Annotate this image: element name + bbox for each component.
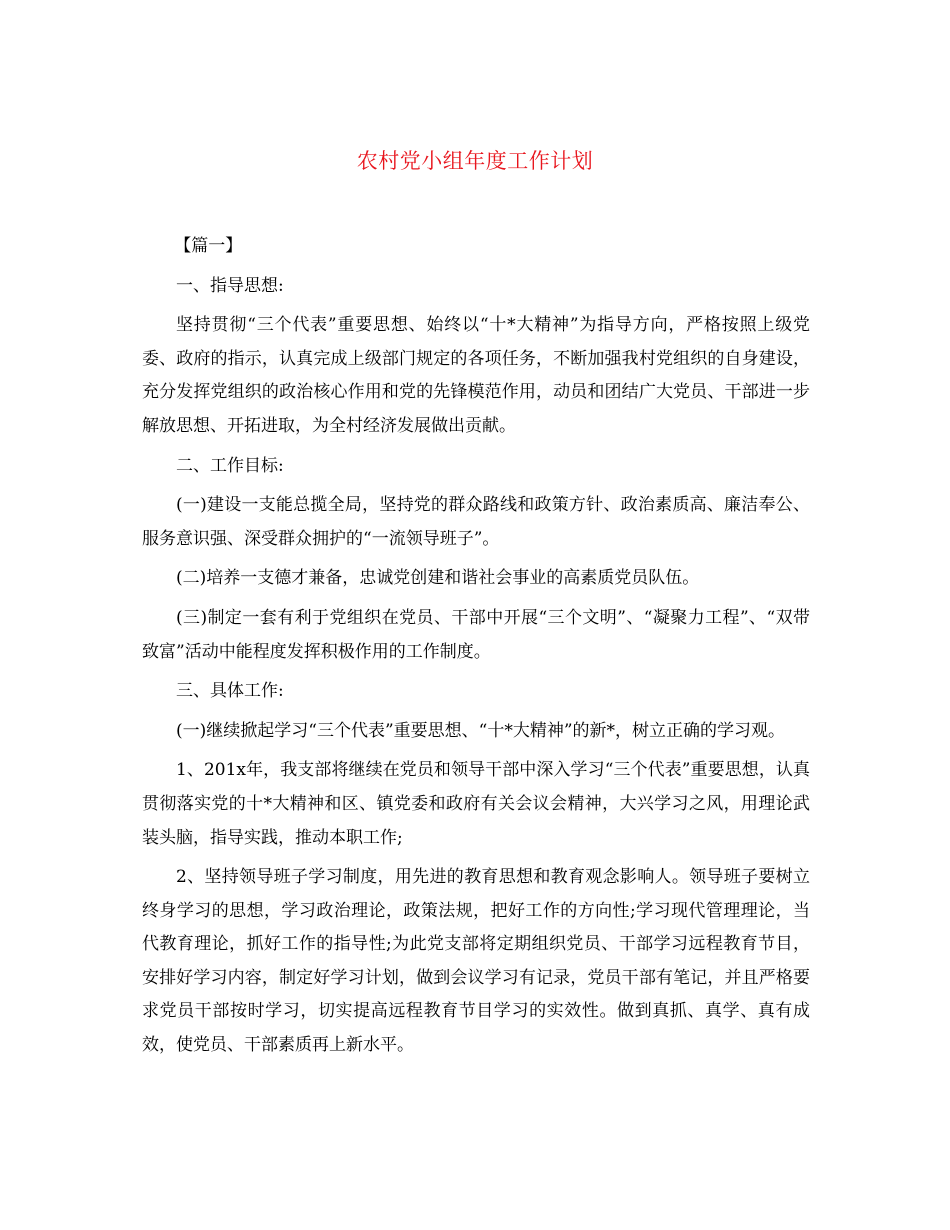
paragraph-item-two: 2、坚持领导班子学习制度，用先进的教育思想和教育观念影响人。领导班子要树立终身学习的思想，学习政治理论，政策法规，把好工作的方向性;学习现代管理理论，当代教育理论，抓好工作的指导性;为此党支部将定期组织党员、干部学习远程教育节目，安排好学习内容，制定好学习计划，做到会议学习有记录，党员干部有笔记，并且严格要求党员干部按时学习，切实提高远程教育节目学习的实效性。做到真抓、真学、真有成效，使党员、干部素质再上新水平。 (142, 867, 810, 1056)
document-body (142, 230, 810, 1069)
heading-guiding-ideology: 一、指导思想: (176, 275, 284, 296)
paragraph-goal-one: (一)建设一支能总揽全局，坚持党的群众路线和政策方针、政治素质高、廉洁奉公、服务意识强、深受群众拥护的“一流领导班子”。 (142, 495, 810, 549)
paragraph-goal-three: (三)制定一套有利于党组织在党员、干部中开展“三个文明”、“凝聚力工程”、“双带致富”活动中能程度发挥积极作用的工作制度。 (142, 607, 810, 662)
section-heading-part-one: 【篇一】 (174, 236, 243, 256)
paragraph-goal-two: (二)培养一支德才兼备，忠诚党创建和谐社会事业的高素质党员队伍。 (176, 568, 700, 589)
paragraph-item-one: 1、201x年，我支部将继续在党员和领导干部中深入学习“三个代表”重要思想，认真贯彻落实党的十*大精神和区、镇党委和政府有关会议会精神，大兴学习之风，用理论武装头脑，指导实践，推动本职工作; (142, 760, 810, 848)
paragraph-work-one: (一)继续掀起学习“三个代表”重要思想、“十*大精神”的新*，树立正确的学习观。 (176, 720, 786, 741)
heading-work-goals: 二、工作目标: (176, 455, 284, 476)
paragraph-guiding-ideology: 坚持贯彻“三个代表”重要思想、始终以“十*大精神”为指导方向，严格按照上级党委、政府的指示，认真完成上级部门规定的各项任务，不断加强我村党组织的自身建设，充分发挥党组织的政治核心作用和党的先锋模范作用，动员和团结广大党员、干部进一步解放思想、开拓进取，为全村经济发展做出贡献。 (142, 315, 810, 436)
heading-specific-work: 三、具体工作: (176, 681, 284, 702)
document-title: 农村党小组年度工作计划 (356, 149, 594, 173)
